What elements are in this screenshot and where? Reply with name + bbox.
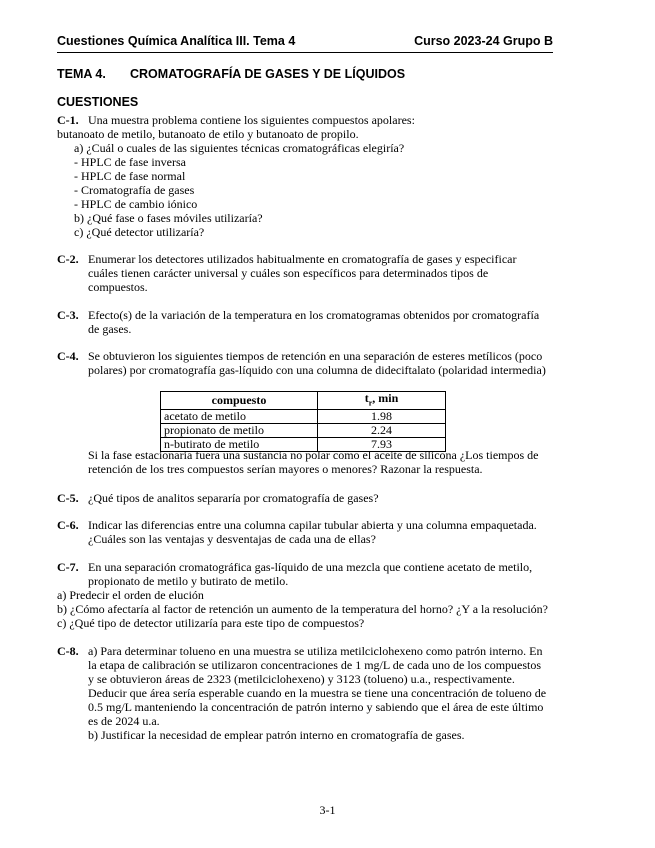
- c1-line: c) ¿Qué detector utilizaría?: [74, 225, 205, 239]
- c1-option: - HPLC de cambio iónico: [74, 197, 198, 211]
- c6-line: ¿Cuáles son las ventajas y desventajas de cada una de ellas?: [88, 532, 376, 546]
- c1-line: b) ¿Qué fase o fases móviles utilizaría?: [74, 211, 263, 225]
- c2-line: cuáles tienen carácter universal y cuáles son específicos para determinados tipos de: [88, 266, 489, 280]
- c8-line: es de 2024 u.a.: [88, 714, 160, 728]
- header-course-year: Curso 2023-24 Grupo B: [414, 34, 553, 48]
- table-cell-compound: n-butirato de metilo: [161, 438, 318, 452]
- c5-line: ¿Qué tipos de analitos separaría por cromatografía de gases?: [88, 491, 379, 505]
- table-header-row: [161, 392, 446, 410]
- tr-unit: , min: [372, 391, 399, 405]
- c3-line: Efecto(s) de la variación de la temperatura en los cromatogramas obtenidos por cromatografía: [88, 308, 540, 322]
- table-row: [161, 410, 446, 424]
- c7-line: a) Predecir el orden de elución: [57, 588, 204, 602]
- table-cell-compound: propionato de metilo: [161, 424, 318, 438]
- c8-line: b) Justificar la necesidad de emplear patrón interno en cromatografía de gases.: [88, 728, 465, 742]
- question-label-c4: C-4.: [57, 349, 79, 363]
- c4-line: polares) por cromatografía gas-líquido con una columna de dideciftalato (polaridad intermedia): [88, 363, 546, 377]
- tema-number: TEMA 4.: [57, 67, 106, 81]
- c8-line: 0.5 mg/L manteniendo la concentración de patrón interno y sabiendo que el área de este último: [88, 700, 544, 714]
- c7-line: En una separación cromatográfica gas-líquido de una mezcla que contiene acetato de metilo,: [88, 560, 533, 574]
- question-label-c2: C-2.: [57, 252, 79, 266]
- c1-option: - HPLC de fase inversa: [74, 155, 186, 169]
- retention-time-table: [160, 391, 446, 452]
- table-header-compound: compuesto: [161, 392, 318, 410]
- c4-line: Si la fase estacionaria fuera una sustancia no polar como el aceite de silicona ¿Los tiempos de: [88, 448, 539, 462]
- table-cell-tr: 7.93: [318, 438, 446, 452]
- c8-line: la etapa de calibración se utilizaron concentraciones de 1 mg/L de cada uno de los compuestos: [88, 658, 542, 672]
- table-header-tr: [318, 392, 446, 410]
- c2-line: Enumerar los detectores utilizados habitualmente en cromatografía de gases y especificar: [88, 252, 517, 266]
- c4-line: retención de los tres compuestos serían mayores o menores? Razonar la respuesta.: [88, 462, 483, 476]
- question-label-c3: C-3.: [57, 308, 79, 322]
- c7-line: c) ¿Qué tipo de detector utilizaría para este tipo de compuestos?: [57, 616, 365, 630]
- c6-line: Indicar las diferencias entre una columna capilar tubular abierta y una columna empaquetada.: [88, 518, 537, 532]
- c7-line: b) ¿Cómo afectaría al factor de retención un aumento de la temperatura del horno? ¿Y a la resolución?: [57, 602, 548, 616]
- c1-line: a) ¿Cuál o cuales de las siguientes técnicas cromatográficas elegiría?: [74, 141, 405, 155]
- header-rule: [57, 52, 553, 53]
- c3-line: de gases.: [88, 322, 132, 336]
- tr-subscript: r: [368, 398, 373, 408]
- question-label-c5: C-5.: [57, 491, 79, 505]
- page-number: 3-1: [319, 803, 336, 817]
- tr-symbol: t: [364, 391, 369, 405]
- table-cell-compound: acetato de metilo: [161, 410, 318, 424]
- section-title: CUESTIONES: [57, 95, 139, 109]
- table-cell-tr: 1.98: [318, 410, 446, 424]
- c1-line: butanoato de metilo, butanoato de etilo y butanoato de propilo.: [57, 127, 359, 141]
- c8-line: a) Para determinar tolueno en una muestra se utiliza metilciclohexeno como patrón interno. En: [88, 644, 543, 658]
- c8-line: Deducir que área sería esperable cuando en la muestra se tiene una concentración de tolueno de: [88, 686, 547, 700]
- c1-line: Una muestra problema contiene los siguientes compuestos apolares:: [88, 113, 415, 127]
- c1-option: - Cromatografía de gases: [74, 183, 195, 197]
- tema-title: CROMATOGRAFÍA DE GASES Y DE LÍQUIDOS: [130, 67, 406, 81]
- c1-option: - HPLC de fase normal: [74, 169, 186, 183]
- table-row: [161, 424, 446, 438]
- c4-line: Se obtuvieron los siguientes tiempos de retención en una separación de esteres metílicos (poco: [88, 349, 543, 363]
- question-label-c1: C-1.: [57, 113, 79, 127]
- c2-line: compuestos.: [88, 280, 148, 294]
- question-label-c8: C-8.: [57, 644, 79, 658]
- table-cell-tr: 2.24: [318, 424, 446, 438]
- question-label-c7: C-7.: [57, 560, 79, 574]
- header-course-title: Cuestiones Química Analítica III. Tema 4: [57, 34, 296, 48]
- c7-line: propionato de metilo y butirato de metilo.: [88, 574, 289, 588]
- question-label-c6: C-6.: [57, 518, 79, 532]
- c8-line: y se obtuvieron áreas de 2323 (metilciclohexeno) y 3123 (tolueno) u.a., respectivamente.: [88, 672, 515, 686]
